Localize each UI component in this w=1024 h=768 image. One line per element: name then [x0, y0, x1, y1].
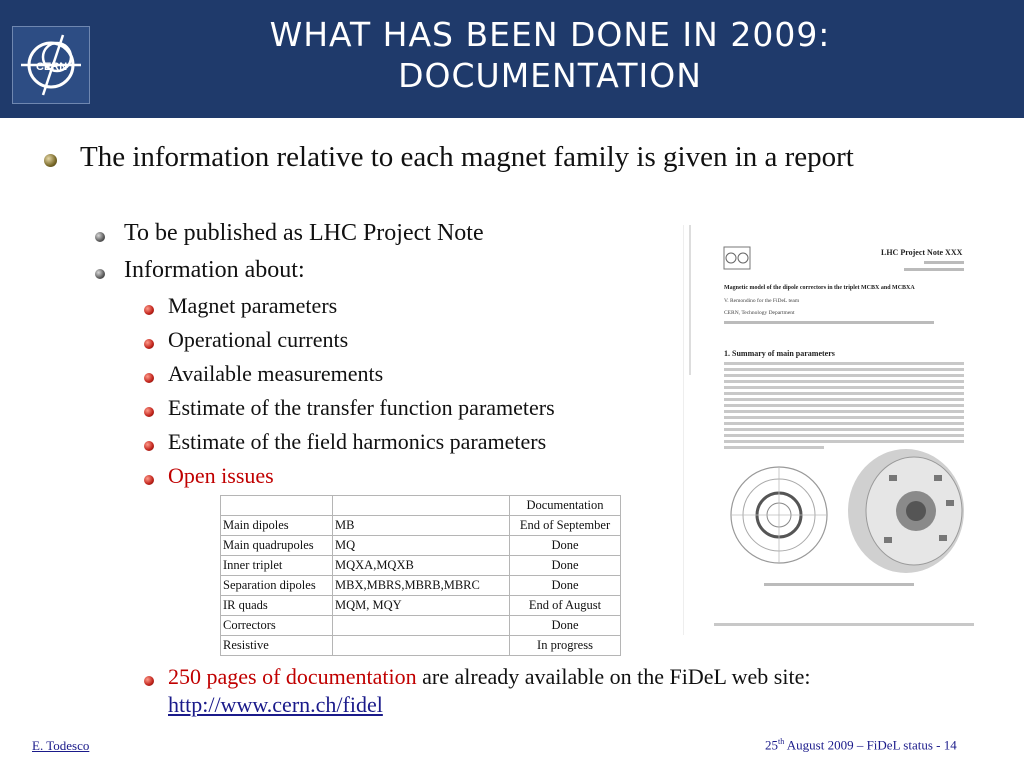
- sub-bullet-2: Information about:: [124, 257, 305, 283]
- table-cell: [333, 616, 510, 636]
- table-cell: IR quads: [221, 596, 333, 616]
- table-cell: MQM, MQY: [333, 596, 510, 616]
- pages-count-text: 250 pages of documentation: [168, 664, 417, 689]
- title-line-1: WHAT HAS BEEN DONE IN 2009:: [269, 15, 831, 54]
- bullet-icon: [144, 407, 154, 417]
- table-cell: Done: [510, 556, 621, 576]
- footer-slide-info: [765, 737, 957, 753]
- header-bar: [0, 0, 1024, 118]
- table-cell: In progress: [510, 636, 621, 656]
- info-item: Operational currents: [168, 327, 349, 352]
- svg-text:Magnetic model of the dipole c: Magnetic model of the dipole correctors in the triplet MCBX and MCBXA: [724, 285, 915, 291]
- documentation-table: [220, 495, 621, 656]
- svg-text:CERN: CERN: [36, 61, 68, 73]
- fidel-link[interactable]: http://www.cern.ch/fidel: [168, 692, 383, 717]
- open-issues-item: Open issues: [168, 463, 274, 488]
- bullet-icon: [95, 269, 105, 279]
- table-cell: [333, 636, 510, 656]
- table-cell: Done: [510, 576, 621, 596]
- documentation-pages-item: [168, 663, 1008, 691]
- cern-logo: [12, 26, 90, 104]
- table-cell: MBX,MBRS,MBRB,MBRC: [333, 576, 510, 596]
- table-row: [221, 516, 621, 536]
- bullet-icon: [144, 441, 154, 451]
- table-cell: Documentation: [510, 496, 621, 516]
- bullet-icon: [144, 373, 154, 383]
- svg-text:LHC Project Note XXX: LHC Project Note XXX: [881, 248, 963, 257]
- footer-date-suffix: th: [778, 737, 785, 746]
- table-row: [221, 556, 621, 576]
- table-cell: MQ: [333, 536, 510, 556]
- bullet-icon: [144, 305, 154, 315]
- table-cell: Main quadrupoles: [221, 536, 333, 556]
- table-cell: Correctors: [221, 616, 333, 636]
- bullet-icon: [95, 232, 105, 242]
- cern-logo-icon: [13, 27, 89, 103]
- footer-author[interactable]: E. Todesco: [32, 738, 90, 753]
- svg-text:V. Remondino for the FiDeL tea: V. Remondino for the FiDeL team: [724, 298, 800, 304]
- table-cell: MB: [333, 516, 510, 536]
- main-bullet-text: The information relative to each magnet family is given in a report: [80, 141, 854, 173]
- table-cell: MQXA,MQXB: [333, 556, 510, 576]
- table-cell: [333, 496, 510, 516]
- table-cell: Done: [510, 616, 621, 636]
- table-cell: Main dipoles: [221, 516, 333, 536]
- report-thumbnail: [683, 225, 984, 635]
- footer-date-rest: August 2009 – FiDeL status - 14: [784, 737, 957, 753]
- bullet-icon: [144, 676, 154, 686]
- table-row: [221, 616, 621, 636]
- table-header-row: [221, 496, 621, 516]
- bullet-icon: [44, 154, 57, 167]
- footer-date-day: 25: [765, 737, 778, 753]
- info-item: Estimate of the transfer function parameters: [168, 395, 555, 420]
- table-row: [221, 536, 621, 556]
- table-cell: End of September: [510, 516, 621, 536]
- info-item: Magnet parameters: [168, 293, 338, 318]
- report-page-image: [684, 225, 984, 635]
- bullet-icon: [144, 339, 154, 349]
- table-cell: Inner triplet: [221, 556, 333, 576]
- table-row: [221, 636, 621, 656]
- pages-rest-text: are already available on the FiDeL web site:: [416, 664, 811, 689]
- table-cell: Resistive: [221, 636, 333, 656]
- bullet-icon: [144, 475, 154, 485]
- table-row: [221, 576, 621, 596]
- svg-text:CERN, Technology Department: CERN, Technology Department: [724, 310, 795, 316]
- table-cell: Separation dipoles: [221, 576, 333, 596]
- table-cell: Done: [510, 536, 621, 556]
- sub-bullet-1: To be published as LHC Project Note: [124, 220, 484, 246]
- table-cell: [221, 496, 333, 516]
- table-row: [221, 596, 621, 616]
- title-line-2: DOCUMENTATION: [398, 56, 702, 95]
- page-title: [110, 14, 990, 96]
- info-item: Available measurements: [168, 361, 384, 386]
- svg-text:1. Summary of main parameters: 1. Summary of main parameters: [724, 349, 835, 358]
- table-cell: End of August: [510, 596, 621, 616]
- info-item: Estimate of the field harmonics parameters: [168, 429, 547, 454]
